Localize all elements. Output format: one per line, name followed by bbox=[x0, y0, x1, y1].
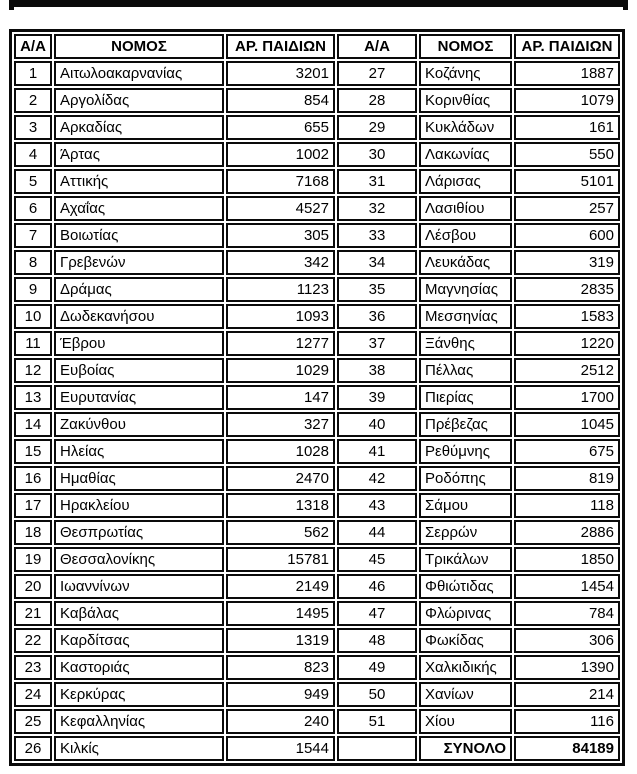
children-count-cell: 1220 bbox=[514, 331, 620, 356]
table-row bbox=[14, 601, 620, 626]
prefecture-children-table bbox=[9, 29, 625, 766]
table-row bbox=[14, 385, 620, 410]
children-count-cell: 1079 bbox=[514, 88, 620, 113]
row-number-cell: 21 bbox=[14, 601, 52, 626]
table-row bbox=[14, 574, 620, 599]
table-row bbox=[14, 628, 620, 653]
prefecture-name-cell: Μεσσηνίας bbox=[419, 304, 512, 329]
prefecture-name-cell: Πρέβεζας bbox=[419, 412, 512, 437]
row-number-cell: 43 bbox=[337, 493, 417, 518]
table-row bbox=[14, 439, 620, 464]
total-value-cell: 84189 bbox=[514, 736, 620, 761]
prefecture-name-cell: Κερκύρας bbox=[54, 682, 224, 707]
table-row bbox=[14, 466, 620, 491]
row-number-cell: 22 bbox=[14, 628, 52, 653]
children-count-cell: 1850 bbox=[514, 547, 620, 572]
table-row bbox=[14, 169, 620, 194]
row-number-cell: 38 bbox=[337, 358, 417, 383]
prefecture-name-cell: Αττικής bbox=[54, 169, 224, 194]
row-number-cell: 31 bbox=[337, 169, 417, 194]
children-count-cell: 2470 bbox=[226, 466, 335, 491]
row-number-cell: 17 bbox=[14, 493, 52, 518]
table-row bbox=[14, 304, 620, 329]
prefecture-name-cell: Καστοριάς bbox=[54, 655, 224, 680]
prefecture-name-cell: Λευκάδας bbox=[419, 250, 512, 275]
prefecture-name-cell: Σερρών bbox=[419, 520, 512, 545]
table-row bbox=[14, 331, 620, 356]
row-number-cell: 41 bbox=[337, 439, 417, 464]
row-number-cell: 27 bbox=[337, 61, 417, 86]
children-count-cell: 319 bbox=[514, 250, 620, 275]
prefecture-name-cell: Αργολίδας bbox=[54, 88, 224, 113]
children-count-cell: 1277 bbox=[226, 331, 335, 356]
prefecture-children-table-container bbox=[9, 29, 625, 766]
children-count-cell: 257 bbox=[514, 196, 620, 221]
row-number-cell: 10 bbox=[14, 304, 52, 329]
row-number-cell: 40 bbox=[337, 412, 417, 437]
prefecture-name-cell: Έβρου bbox=[54, 331, 224, 356]
children-count-cell: 784 bbox=[514, 601, 620, 626]
prefecture-name-cell: Ιωαννίνων bbox=[54, 574, 224, 599]
children-count-cell: 1390 bbox=[514, 655, 620, 680]
header-children-left: ΑΡ. ΠΑΙΔΙΩΝ bbox=[226, 34, 335, 59]
row-number-cell: 4 bbox=[14, 142, 52, 167]
row-number-cell: 5 bbox=[14, 169, 52, 194]
cropped-table-bottom-edge bbox=[9, 0, 628, 7]
prefecture-name-cell: Κοζάνης bbox=[419, 61, 512, 86]
prefecture-name-cell: Φλώρινας bbox=[419, 601, 512, 626]
row-number-cell: 6 bbox=[14, 196, 52, 221]
children-count-cell: 655 bbox=[226, 115, 335, 140]
empty-cell bbox=[337, 736, 417, 761]
table-row bbox=[14, 655, 620, 680]
prefecture-name-cell: Φθιώτιδας bbox=[419, 574, 512, 599]
total-label-cell: ΣΥΝΟΛΟ bbox=[419, 736, 512, 761]
row-number-cell: 1 bbox=[14, 61, 52, 86]
children-count-cell: 1700 bbox=[514, 385, 620, 410]
children-count-cell: 600 bbox=[514, 223, 620, 248]
prefecture-name-cell: Γρεβενών bbox=[54, 250, 224, 275]
prefecture-name-cell: Αρκαδίας bbox=[54, 115, 224, 140]
prefecture-name-cell: Πιερίας bbox=[419, 385, 512, 410]
row-number-cell: 30 bbox=[337, 142, 417, 167]
row-number-cell: 2 bbox=[14, 88, 52, 113]
row-number-cell: 45 bbox=[337, 547, 417, 572]
table-row bbox=[14, 709, 620, 734]
row-number-cell: 37 bbox=[337, 331, 417, 356]
row-number-cell: 25 bbox=[14, 709, 52, 734]
children-count-cell: 2512 bbox=[514, 358, 620, 383]
row-number-cell: 47 bbox=[337, 601, 417, 626]
children-count-cell: 2886 bbox=[514, 520, 620, 545]
table-row bbox=[14, 88, 620, 113]
children-count-cell: 1495 bbox=[226, 601, 335, 626]
row-number-cell: 32 bbox=[337, 196, 417, 221]
table-row bbox=[14, 277, 620, 302]
prefecture-name-cell: Ηρακλείου bbox=[54, 493, 224, 518]
children-count-cell: 342 bbox=[226, 250, 335, 275]
row-number-cell: 24 bbox=[14, 682, 52, 707]
row-number-cell: 16 bbox=[14, 466, 52, 491]
row-number-cell: 48 bbox=[337, 628, 417, 653]
children-count-cell: 15781 bbox=[226, 547, 335, 572]
row-number-cell: 7 bbox=[14, 223, 52, 248]
table-row bbox=[14, 250, 620, 275]
children-count-cell: 161 bbox=[514, 115, 620, 140]
children-count-cell: 327 bbox=[226, 412, 335, 437]
row-number-cell: 3 bbox=[14, 115, 52, 140]
children-count-cell: 2835 bbox=[514, 277, 620, 302]
header-prefecture-left: ΝΟΜΟΣ bbox=[54, 34, 224, 59]
prefecture-name-cell: Κυκλάδων bbox=[419, 115, 512, 140]
children-count-cell: 1544 bbox=[226, 736, 335, 761]
prefecture-name-cell: Μαγνησίας bbox=[419, 277, 512, 302]
table-row bbox=[14, 358, 620, 383]
prefecture-name-cell: Χίου bbox=[419, 709, 512, 734]
row-number-cell: 26 bbox=[14, 736, 52, 761]
children-count-cell: 1045 bbox=[514, 412, 620, 437]
header-children-right: ΑΡ. ΠΑΙΔΙΩΝ bbox=[514, 34, 620, 59]
table-row bbox=[14, 196, 620, 221]
children-count-cell: 1093 bbox=[226, 304, 335, 329]
children-count-cell: 306 bbox=[514, 628, 620, 653]
prefecture-name-cell: Θεσπρωτίας bbox=[54, 520, 224, 545]
prefecture-name-cell: Δωδεκανήσου bbox=[54, 304, 224, 329]
prefecture-name-cell: Χαλκιδικής bbox=[419, 655, 512, 680]
table-header-row bbox=[14, 34, 620, 59]
row-number-cell: 11 bbox=[14, 331, 52, 356]
children-count-cell: 305 bbox=[226, 223, 335, 248]
prefecture-name-cell: Βοιωτίας bbox=[54, 223, 224, 248]
children-count-cell: 819 bbox=[514, 466, 620, 491]
children-count-cell: 116 bbox=[514, 709, 620, 734]
children-count-cell: 949 bbox=[226, 682, 335, 707]
prefecture-name-cell: Θεσσαλονίκης bbox=[54, 547, 224, 572]
row-number-cell: 35 bbox=[337, 277, 417, 302]
table-row bbox=[14, 412, 620, 437]
children-count-cell: 5101 bbox=[514, 169, 620, 194]
children-count-cell: 7168 bbox=[226, 169, 335, 194]
header-prefecture-right: ΝΟΜΟΣ bbox=[419, 34, 512, 59]
prefecture-name-cell: Καβάλας bbox=[54, 601, 224, 626]
row-number-cell: 23 bbox=[14, 655, 52, 680]
table-row bbox=[14, 547, 620, 572]
table-row bbox=[14, 223, 620, 248]
children-count-cell: 1123 bbox=[226, 277, 335, 302]
table-row bbox=[14, 736, 620, 761]
children-count-cell: 1028 bbox=[226, 439, 335, 464]
children-count-cell: 550 bbox=[514, 142, 620, 167]
row-number-cell: 36 bbox=[337, 304, 417, 329]
children-count-cell: 823 bbox=[226, 655, 335, 680]
row-number-cell: 13 bbox=[14, 385, 52, 410]
row-number-cell: 14 bbox=[14, 412, 52, 437]
row-number-cell: 15 bbox=[14, 439, 52, 464]
table-row bbox=[14, 61, 620, 86]
row-number-cell: 51 bbox=[337, 709, 417, 734]
row-number-cell: 46 bbox=[337, 574, 417, 599]
prefecture-name-cell: Δράμας bbox=[54, 277, 224, 302]
children-count-cell: 1318 bbox=[226, 493, 335, 518]
prefecture-name-cell: Ημαθίας bbox=[54, 466, 224, 491]
children-count-cell: 854 bbox=[226, 88, 335, 113]
row-number-cell: 49 bbox=[337, 655, 417, 680]
children-count-cell: 1002 bbox=[226, 142, 335, 167]
children-count-cell: 675 bbox=[514, 439, 620, 464]
prefecture-name-cell: Φωκίδας bbox=[419, 628, 512, 653]
prefecture-name-cell: Λασιθίου bbox=[419, 196, 512, 221]
prefecture-name-cell: Ζακύνθου bbox=[54, 412, 224, 437]
prefecture-name-cell: Σάμου bbox=[419, 493, 512, 518]
prefecture-name-cell: Ευρυτανίας bbox=[54, 385, 224, 410]
table-body bbox=[14, 61, 620, 761]
children-count-cell: 1887 bbox=[514, 61, 620, 86]
children-count-cell: 147 bbox=[226, 385, 335, 410]
children-count-cell: 3201 bbox=[226, 61, 335, 86]
prefecture-name-cell: Χανίων bbox=[419, 682, 512, 707]
row-number-cell: 44 bbox=[337, 520, 417, 545]
row-number-cell: 39 bbox=[337, 385, 417, 410]
row-number-cell: 50 bbox=[337, 682, 417, 707]
prefecture-name-cell: Ροδόπης bbox=[419, 466, 512, 491]
children-count-cell: 562 bbox=[226, 520, 335, 545]
children-count-cell: 1319 bbox=[226, 628, 335, 653]
prefecture-name-cell: Ξάνθης bbox=[419, 331, 512, 356]
table-row bbox=[14, 142, 620, 167]
row-number-cell: 34 bbox=[337, 250, 417, 275]
prefecture-name-cell: Άρτας bbox=[54, 142, 224, 167]
prefecture-name-cell: Καρδίτσας bbox=[54, 628, 224, 653]
prefecture-name-cell: Λέσβου bbox=[419, 223, 512, 248]
row-number-cell: 12 bbox=[14, 358, 52, 383]
children-count-cell: 1583 bbox=[514, 304, 620, 329]
children-count-cell: 4527 bbox=[226, 196, 335, 221]
row-number-cell: 8 bbox=[14, 250, 52, 275]
prefecture-name-cell: Αχαΐας bbox=[54, 196, 224, 221]
row-number-cell: 9 bbox=[14, 277, 52, 302]
row-number-cell: 42 bbox=[337, 466, 417, 491]
children-count-cell: 118 bbox=[514, 493, 620, 518]
table-row bbox=[14, 115, 620, 140]
row-number-cell: 20 bbox=[14, 574, 52, 599]
header-index-right: Α/Α bbox=[337, 34, 417, 59]
row-number-cell: 33 bbox=[337, 223, 417, 248]
prefecture-name-cell: Λάρισας bbox=[419, 169, 512, 194]
prefecture-name-cell: Τρικάλων bbox=[419, 547, 512, 572]
prefecture-name-cell: Αιτωλοακαρνανίας bbox=[54, 61, 224, 86]
row-number-cell: 29 bbox=[337, 115, 417, 140]
prefecture-name-cell: Ευβοίας bbox=[54, 358, 224, 383]
table-row bbox=[14, 493, 620, 518]
children-count-cell: 240 bbox=[226, 709, 335, 734]
children-count-cell: 214 bbox=[514, 682, 620, 707]
prefecture-name-cell: Κορινθίας bbox=[419, 88, 512, 113]
prefecture-name-cell: Κεφαλληνίας bbox=[54, 709, 224, 734]
table-row bbox=[14, 520, 620, 545]
row-number-cell: 18 bbox=[14, 520, 52, 545]
row-number-cell: 19 bbox=[14, 547, 52, 572]
header-index-left: Α/Α bbox=[14, 34, 52, 59]
prefecture-name-cell: Κιλκίς bbox=[54, 736, 224, 761]
children-count-cell: 1454 bbox=[514, 574, 620, 599]
prefecture-name-cell: Πέλλας bbox=[419, 358, 512, 383]
row-number-cell: 28 bbox=[337, 88, 417, 113]
children-count-cell: 1029 bbox=[226, 358, 335, 383]
prefecture-name-cell: Ηλείας bbox=[54, 439, 224, 464]
table-row bbox=[14, 682, 620, 707]
prefecture-name-cell: Λακωνίας bbox=[419, 142, 512, 167]
prefecture-name-cell: Ρεθύμνης bbox=[419, 439, 512, 464]
children-count-cell: 2149 bbox=[226, 574, 335, 599]
